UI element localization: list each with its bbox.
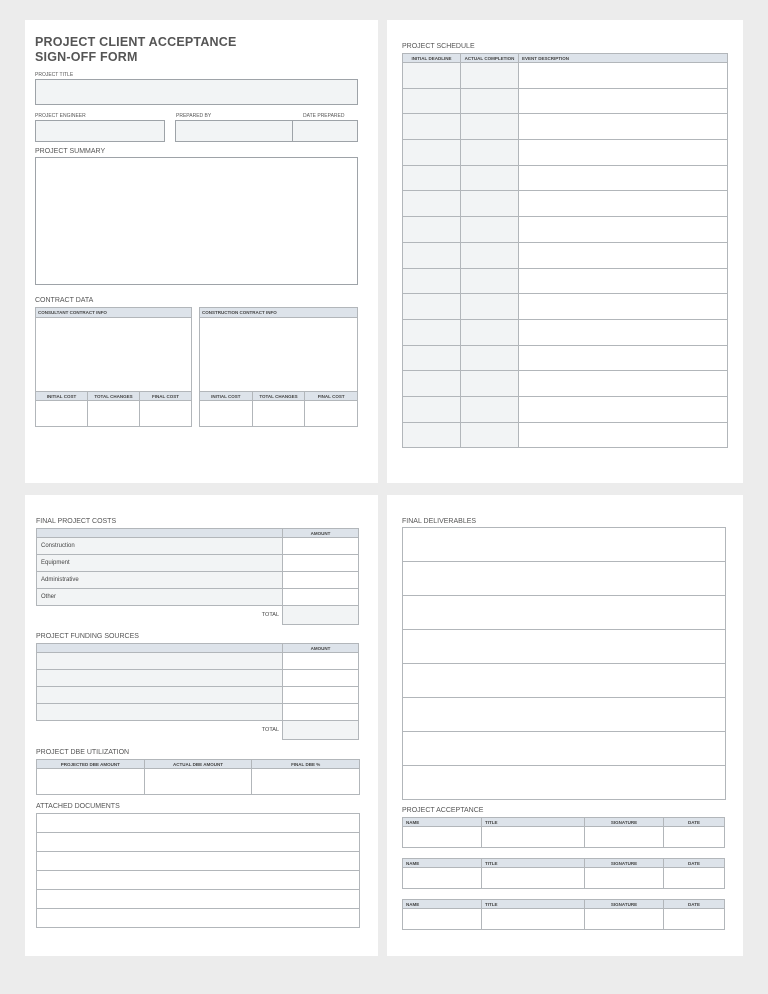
acceptance-1-date-header: DATE [664, 818, 725, 827]
final-costs-amount-header: AMOUNT [283, 529, 359, 538]
form-title-line1: PROJECT CLIENT ACCEPTANCE [35, 35, 237, 49]
cost-other-amount[interactable] [283, 589, 359, 606]
initial-deadline-cell[interactable] [403, 63, 461, 89]
funding-amount-2[interactable] [283, 670, 359, 687]
acceptance-2-title-header: TITLE [482, 859, 585, 868]
acceptance-2-date-header: DATE [664, 859, 725, 868]
acceptance-2-signature-header: SIGNATURE [585, 859, 664, 868]
initial-deadline-cell[interactable] [403, 319, 461, 345]
attached-document-row-4[interactable] [37, 871, 360, 890]
attached-document-row-2[interactable] [37, 833, 360, 852]
cost-row-equipment: Equipment [37, 555, 283, 572]
construction-contract-info-field[interactable] [200, 318, 358, 392]
schedule-row [403, 319, 728, 345]
prepared-by-field[interactable] [175, 120, 293, 142]
acceptance-1-signature-field[interactable] [585, 827, 664, 848]
deliverable-row-6[interactable] [403, 698, 726, 732]
actual-completion-cell[interactable] [461, 422, 519, 448]
event-description-cell[interactable] [519, 114, 728, 140]
project-schedule-heading: PROJECT SCHEDULE [402, 43, 475, 50]
project-summary-label: PROJECT SUMMARY [35, 148, 106, 155]
page-3 [25, 495, 378, 956]
deliverable-row-2[interactable] [403, 562, 726, 596]
event-description-cell[interactable] [519, 242, 728, 268]
acceptance-1-signature-header: SIGNATURE [585, 818, 664, 827]
construction-final-cost-field[interactable] [305, 401, 358, 427]
funding-amount-header: AMOUNT [283, 644, 359, 653]
funding-source-2[interactable] [37, 670, 283, 687]
acceptance-table-2 [402, 858, 725, 889]
attached-document-row-3[interactable] [37, 852, 360, 871]
deliverable-row-7[interactable] [403, 732, 726, 766]
acceptance-3-title-field[interactable] [482, 909, 585, 930]
construction-final-cost-header: FINAL COST [305, 392, 358, 401]
attached-documents-table [36, 813, 360, 928]
event-description-cell[interactable] [519, 371, 728, 397]
initial-deadline-cell[interactable] [403, 396, 461, 422]
date-prepared-field[interactable] [292, 120, 358, 142]
project-acceptance-heading: PROJECT ACCEPTANCE [402, 807, 484, 814]
acceptance-3-signature-header: SIGNATURE [585, 900, 664, 909]
construction-contract-header: CONSTRUCTION CONTRACT INFO [200, 308, 358, 318]
event-description-cell[interactable] [519, 422, 728, 448]
final-costs-heading: FINAL PROJECT COSTS [36, 518, 117, 525]
actual-completion-cell[interactable] [461, 371, 519, 397]
final-deliverables-table [402, 527, 726, 800]
consultant-final-cost-field[interactable] [140, 401, 192, 427]
acceptance-2-title-field[interactable] [482, 868, 585, 889]
funding-source-4[interactable] [37, 704, 283, 721]
event-description-cell[interactable] [519, 319, 728, 345]
actual-dbe-field[interactable] [144, 769, 252, 795]
actual-completion-cell[interactable] [461, 396, 519, 422]
event-description-cell[interactable] [519, 63, 728, 89]
deliverable-row-8[interactable] [403, 766, 726, 800]
initial-deadline-header: INITIAL DEADLINE [403, 54, 461, 63]
actual-dbe-header: ACTUAL DBE AMOUNT [144, 760, 252, 769]
actual-completion-cell[interactable] [461, 319, 519, 345]
schedule-row [403, 268, 728, 294]
actual-completion-cell[interactable] [461, 268, 519, 294]
consultant-initial-cost-header: INITIAL COST [36, 392, 88, 401]
acceptance-2-name-field[interactable] [403, 868, 482, 889]
final-dbe-percent-field[interactable] [252, 769, 360, 795]
event-description-cell[interactable] [519, 88, 728, 114]
acceptance-1-title-field[interactable] [482, 827, 585, 848]
schedule-row [403, 88, 728, 114]
dbe-utilization-table [36, 759, 360, 795]
acceptance-2-name-header: NAME [403, 859, 482, 868]
acceptance-3-title-header: TITLE [482, 900, 585, 909]
actual-completion-cell[interactable] [461, 294, 519, 320]
cost-row-construction: Construction [37, 538, 283, 555]
consultant-contract-info-field[interactable] [36, 318, 192, 392]
initial-deadline-cell[interactable] [403, 294, 461, 320]
actual-completion-cell[interactable] [461, 63, 519, 89]
final-costs-table [36, 528, 359, 625]
initial-deadline-cell[interactable] [403, 422, 461, 448]
schedule-row [403, 396, 728, 422]
event-description-cell[interactable] [519, 268, 728, 294]
actual-completion-cell[interactable] [461, 88, 519, 114]
funding-amount-1[interactable] [283, 653, 359, 670]
construction-contract-table [199, 307, 358, 427]
cost-construction-amount[interactable] [283, 538, 359, 555]
final-costs-blank-header [37, 529, 283, 538]
acceptance-3-signature-field[interactable] [585, 909, 664, 930]
project-title-label: PROJECT TITLE [35, 72, 74, 78]
acceptance-table-3 [402, 899, 725, 930]
schedule-row [403, 422, 728, 448]
actual-completion-cell[interactable] [461, 191, 519, 217]
dbe-utilization-heading: PROJECT DBE UTILIZATION [36, 749, 130, 756]
project-title-field[interactable] [35, 79, 358, 105]
initial-deadline-cell[interactable] [403, 140, 461, 166]
attached-document-row-5[interactable] [37, 890, 360, 909]
schedule-row [403, 114, 728, 140]
consultant-total-changes-field[interactable] [88, 401, 140, 427]
project-engineer-field[interactable] [35, 120, 165, 142]
consultant-initial-cost-field[interactable] [36, 401, 88, 427]
schedule-row [403, 217, 728, 243]
schedule-row [403, 191, 728, 217]
final-costs-total-field[interactable] [283, 606, 359, 625]
page-2 [387, 20, 743, 483]
cost-equipment-amount[interactable] [283, 555, 359, 572]
acceptance-1-name-field[interactable] [403, 827, 482, 848]
event-description-cell[interactable] [519, 165, 728, 191]
final-costs-total-label: TOTAL [261, 612, 279, 619]
funding-sources-table [36, 643, 359, 740]
initial-deadline-cell[interactable] [403, 217, 461, 243]
schedule-row [403, 294, 728, 320]
consultant-contract-table [35, 307, 192, 427]
acceptance-1-name-header: NAME [403, 818, 482, 827]
attached-document-row-1[interactable] [37, 814, 360, 833]
actual-completion-cell[interactable] [461, 345, 519, 371]
initial-deadline-cell[interactable] [403, 371, 461, 397]
funding-total-label: TOTAL [261, 727, 279, 734]
funding-blank-header [37, 644, 283, 653]
funding-source-1[interactable] [37, 653, 283, 670]
initial-deadline-cell[interactable] [403, 88, 461, 114]
deliverable-row-4[interactable] [403, 630, 726, 664]
deliverable-row-3[interactable] [403, 596, 726, 630]
funding-sources-heading: PROJECT FUNDING SOURCES [36, 633, 139, 640]
event-description-cell[interactable] [519, 294, 728, 320]
schedule-row [403, 165, 728, 191]
initial-deadline-cell[interactable] [403, 165, 461, 191]
acceptance-1-title-header: TITLE [482, 818, 585, 827]
schedule-row [403, 371, 728, 397]
event-description-cell[interactable] [519, 140, 728, 166]
final-deliverables-heading: FINAL DELIVERABLES [402, 518, 477, 525]
actual-completion-cell[interactable] [461, 165, 519, 191]
construction-total-changes-header: TOTAL CHANGES [252, 392, 305, 401]
event-description-cell[interactable] [519, 345, 728, 371]
final-dbe-percent-header: FINAL DBE % [252, 760, 360, 769]
actual-completion-header: ACTUAL COMPLETION [461, 54, 519, 63]
initial-deadline-cell[interactable] [403, 114, 461, 140]
actual-completion-cell[interactable] [461, 114, 519, 140]
event-description-header: EVENT DESCRIPTION [519, 54, 728, 63]
acceptance-3-date-field[interactable] [664, 909, 725, 930]
schedule-row [403, 63, 728, 89]
page-4 [387, 495, 743, 956]
consultant-final-cost-header: FINAL COST [140, 392, 192, 401]
consultant-total-changes-header: TOTAL CHANGES [88, 392, 140, 401]
cost-row-other: Other [37, 589, 283, 606]
event-description-cell[interactable] [519, 396, 728, 422]
initial-deadline-cell[interactable] [403, 345, 461, 371]
date-prepared-label: DATE PREPARED [303, 113, 345, 119]
construction-initial-cost-header: INITIAL COST [200, 392, 253, 401]
consultant-contract-header: CONSULTANT CONTRACT INFO [36, 308, 192, 318]
acceptance-3-date-header: DATE [664, 900, 725, 909]
funding-amount-3[interactable] [283, 687, 359, 704]
projected-dbe-field[interactable] [37, 769, 145, 795]
construction-initial-cost-field[interactable] [200, 401, 253, 427]
prepared-by-label: PREPARED BY [176, 113, 212, 119]
event-description-cell[interactable] [519, 191, 728, 217]
initial-deadline-cell[interactable] [403, 191, 461, 217]
project-summary-field[interactable] [35, 157, 358, 285]
deliverable-row-1[interactable] [403, 528, 726, 562]
construction-total-changes-field[interactable] [252, 401, 305, 427]
acceptance-2-signature-field[interactable] [585, 868, 664, 889]
project-schedule-table [402, 53, 728, 448]
projected-dbe-header: PROJECTED DBE AMOUNT [37, 760, 145, 769]
cost-administrative-amount[interactable] [283, 572, 359, 589]
page-1 [25, 20, 378, 483]
acceptance-1-date-field[interactable] [664, 827, 725, 848]
actual-completion-cell[interactable] [461, 217, 519, 243]
funding-source-3[interactable] [37, 687, 283, 704]
acceptance-2-date-field[interactable] [664, 868, 725, 889]
schedule-row [403, 345, 728, 371]
deliverable-row-5[interactable] [403, 664, 726, 698]
initial-deadline-cell[interactable] [403, 242, 461, 268]
form-title-line2: SIGN-OFF FORM [35, 50, 138, 64]
cost-row-administrative: Administrative [37, 572, 283, 589]
actual-completion-cell[interactable] [461, 242, 519, 268]
funding-total-field[interactable] [283, 721, 359, 740]
attached-document-row-6[interactable] [37, 909, 360, 928]
actual-completion-cell[interactable] [461, 140, 519, 166]
acceptance-3-name-header: NAME [403, 900, 482, 909]
attached-documents-heading: ATTACHED DOCUMENTS [36, 803, 120, 810]
acceptance-table-1 [402, 817, 725, 848]
project-engineer-label: PROJECT ENGINEER [35, 113, 86, 119]
initial-deadline-cell[interactable] [403, 268, 461, 294]
acceptance-3-name-field[interactable] [403, 909, 482, 930]
event-description-cell[interactable] [519, 217, 728, 243]
funding-amount-4[interactable] [283, 704, 359, 721]
contract-data-heading: CONTRACT DATA [35, 297, 94, 304]
schedule-row [403, 242, 728, 268]
schedule-row [403, 140, 728, 166]
